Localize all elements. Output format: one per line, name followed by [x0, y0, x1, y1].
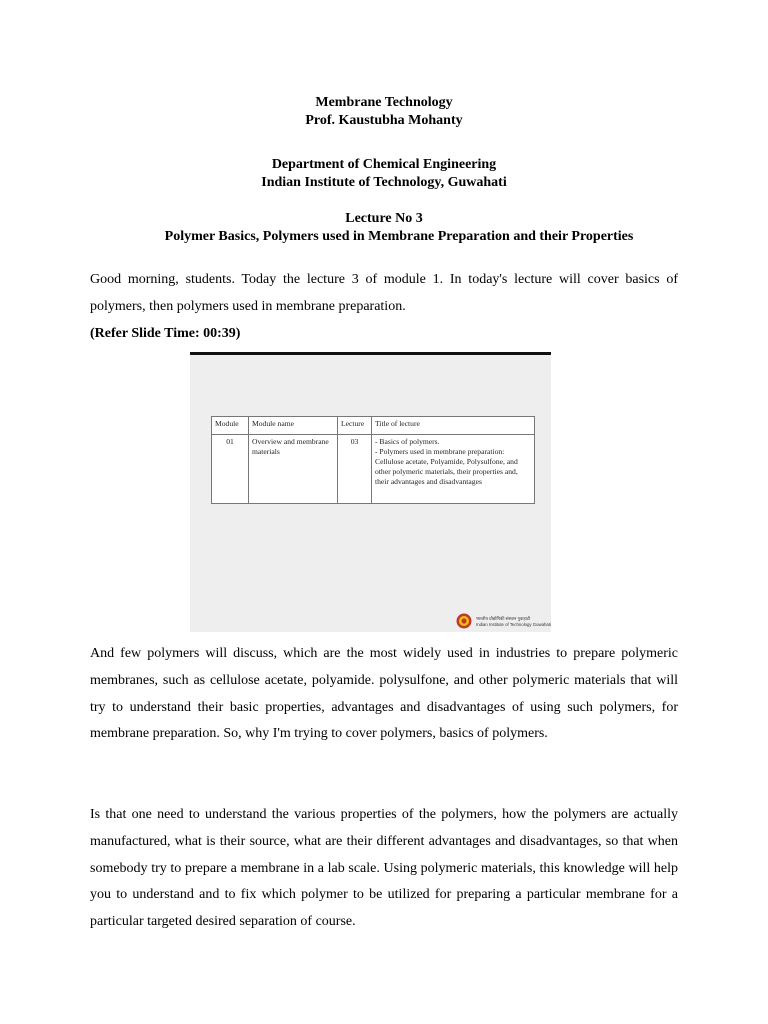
table-header-cell: Lecture: [338, 417, 372, 435]
logo-text-english: Indian Institute of Technology Guwahati: [476, 622, 551, 627]
lecture-number: Lecture No 3: [345, 211, 423, 226]
course-title: Membrane Technology: [315, 95, 453, 110]
table-cell-title: [372, 435, 535, 504]
refer-slide-time: (Refer Slide Time: 00:39): [90, 326, 241, 341]
iit-guwahati-logo: [456, 613, 551, 631]
iit-emblem-icon: [456, 613, 472, 629]
table-header-cell: Module name: [249, 417, 338, 435]
institute-name: Indian Institute of Technology, Guwahati: [261, 175, 507, 190]
lecture-title: Polymer Basics, Polymers used in Membrane Preparation and their Properties: [164, 229, 634, 244]
department-name: Department of Chemical Engineering: [271, 157, 497, 172]
title-line: - Basics of polymers.: [375, 437, 440, 446]
table-header-cell: Title of lecture: [372, 417, 535, 435]
title-line: - Polymers used in membrane preparation: Cellulose acetate, Polyamide, Polysulfone, and other polymeric materials, their properties and, their advantages and disadvantages: [375, 447, 518, 486]
paragraph-polymers: And few polymers will discuss, which are the most widely used in industries to prepare polymeric membranes, such as cellulose acetate, polyamide. polysulfone, and other polymeric materials that will try to understand their basic properties, advantages and disadvantages of using such polymers, for membrane preparation. So, why I'm trying to cover polymers, basics of polymers.: [90, 646, 678, 742]
table-row: [212, 435, 535, 504]
table-header-row: [212, 417, 535, 435]
paragraph-intro: Good morning, students. Today the lecture 3 of module 1. In today's lecture will cover basics of polymers, then polymers used in membrane preparation.: [90, 272, 678, 314]
table-cell-lecture: 03: [338, 435, 372, 504]
table-header-cell: Module: [212, 417, 249, 435]
paragraph-properties: Is that one need to understand the various properties of the polymers, how the polymers are actually manufactured, what is their source, what are their different advantages and disadvantages, so that when somebody try to prepare a membrane in a lab scale. Using polymeric materials, this knowledge will help you to understand and to fix which polymer to be utilized for preparing a particular membrane for a particular targeted desired separation of course.: [90, 807, 678, 930]
lecture-slide-image: [190, 352, 551, 632]
table-cell-module-name: Overview and membrane materials: [249, 435, 338, 504]
professor-name: Prof. Kaustubha Mohanty: [305, 113, 463, 128]
logo-text-hindi: भारतीय प्रौद्योगिकी संस्थान गुवाहाटी: [476, 616, 531, 621]
table-cell-module: 01: [212, 435, 249, 504]
slide-lecture-table: [211, 416, 535, 504]
